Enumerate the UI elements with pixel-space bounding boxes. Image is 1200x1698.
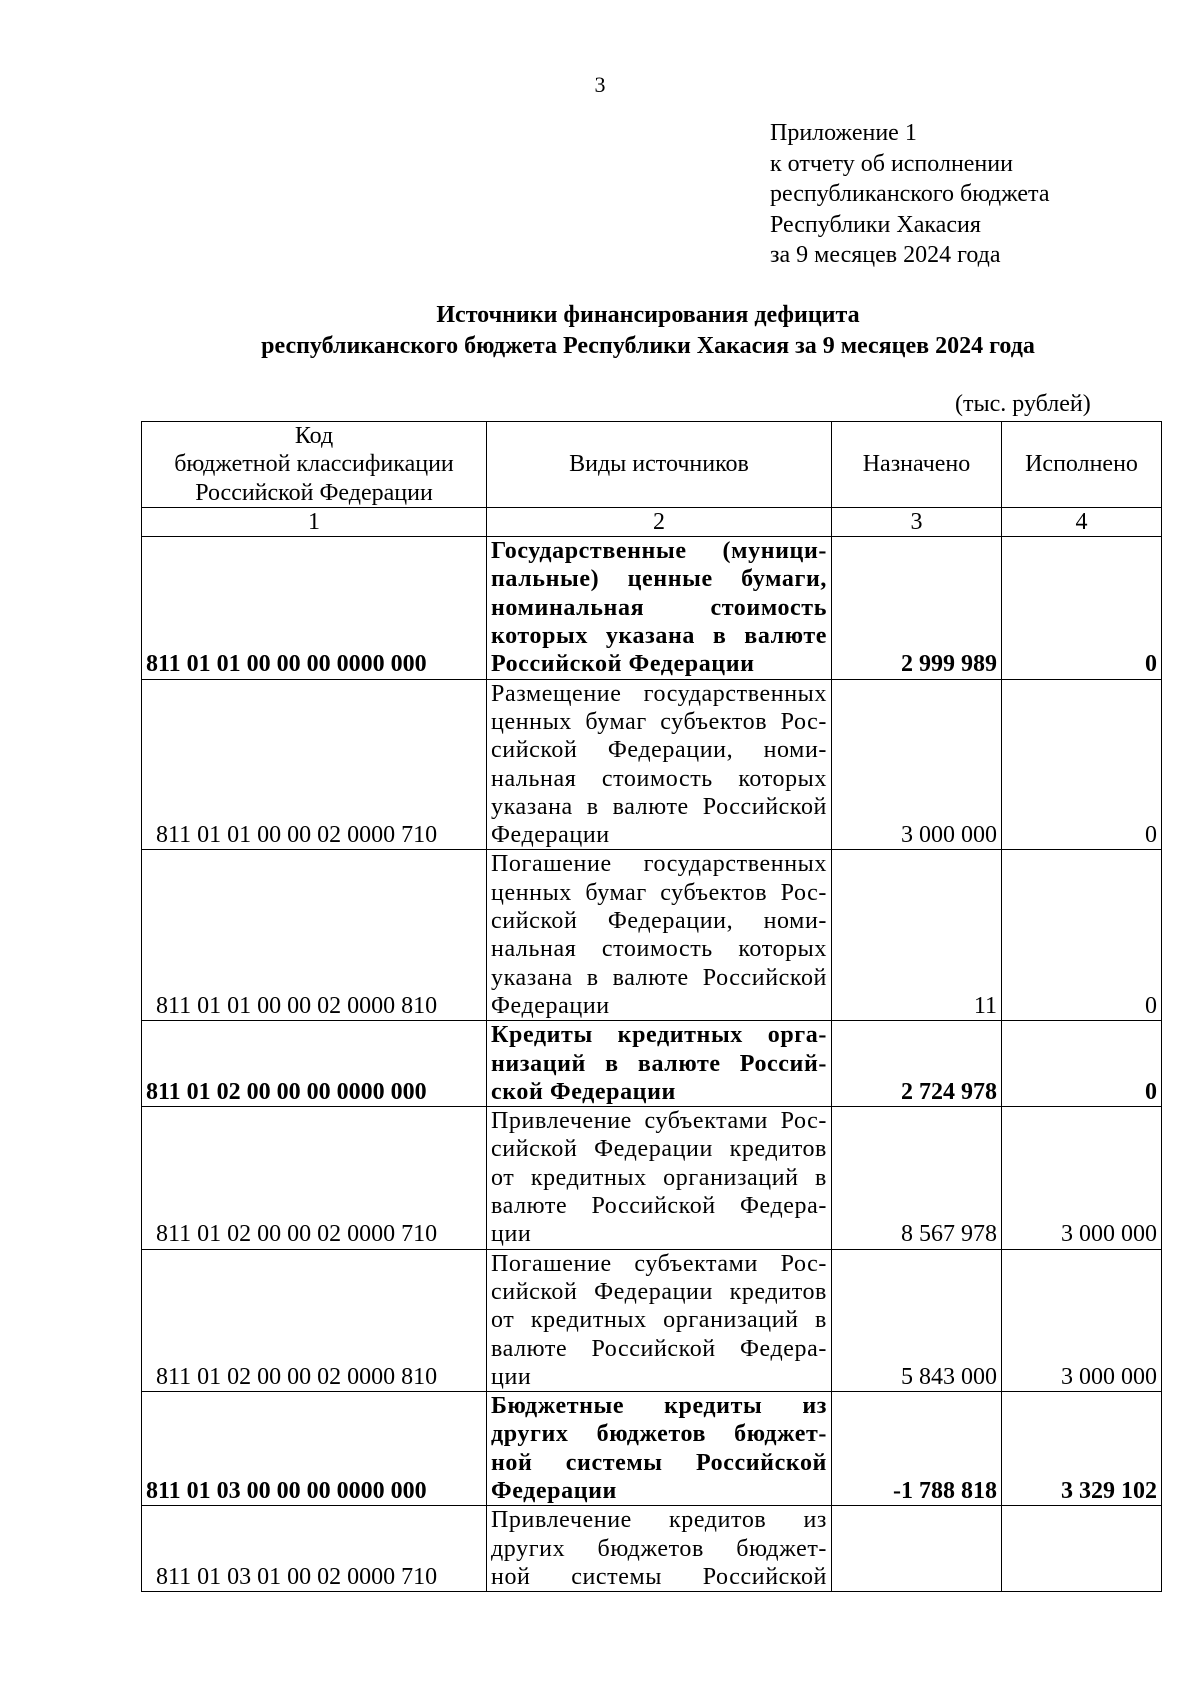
description-line: указана в валюте Российской xyxy=(491,793,827,820)
description-line: Привлечение субъектами Рос- xyxy=(491,1108,827,1135)
row-executed: 0 xyxy=(1002,850,1162,1021)
description-line: Погашение государственных xyxy=(491,851,827,878)
row-code: 811 01 02 00 00 02 0000 710 xyxy=(142,1107,487,1249)
description-line: сийской Федерации кредитов xyxy=(491,1278,827,1305)
units-label: (тыс. рублей) xyxy=(955,391,1091,417)
description-line: Кредиты кредитных орга- xyxy=(491,1022,827,1049)
row-assigned: 2 999 989 xyxy=(832,537,1002,679)
row-description xyxy=(487,679,832,850)
appendix-line: к отчету об исполнении xyxy=(770,150,1013,177)
row-assigned: -1 788 818 xyxy=(832,1392,1002,1506)
row-code: 811 01 01 00 00 02 0000 810 xyxy=(142,850,487,1021)
table-row xyxy=(142,1249,1162,1391)
description-line: ции xyxy=(491,1363,532,1390)
table-row xyxy=(142,679,1162,850)
description-line: нальная стоимость которых xyxy=(491,765,827,792)
row-description xyxy=(487,1392,832,1506)
row-description xyxy=(487,537,832,679)
row-description xyxy=(487,850,832,1021)
row-assigned: 3 000 000 xyxy=(832,679,1002,850)
title-line: республиканского бюджета Республики Хакасия за 9 месяцев 2024 года xyxy=(261,333,1035,359)
header-code-line: Код xyxy=(294,423,334,449)
table-row xyxy=(142,1506,1162,1592)
description-line: от кредитных организаций в xyxy=(491,1164,827,1191)
header-code-line: Российской Федерации xyxy=(195,479,433,506)
description-line: низаций в валюте Россий- xyxy=(491,1050,827,1077)
appendix-line: республиканского бюджета xyxy=(770,181,1050,207)
appendix-line: Приложение 1 xyxy=(770,120,917,146)
description-line: ции xyxy=(491,1221,532,1248)
row-description xyxy=(487,1021,832,1107)
row-description xyxy=(487,1107,832,1249)
appendix-note xyxy=(770,118,1049,271)
row-assigned: 8 567 978 xyxy=(832,1107,1002,1249)
row-description xyxy=(487,1506,832,1592)
description-line: которых указана в валюте xyxy=(491,623,827,650)
description-line: других бюджетов бюджет- xyxy=(491,1535,827,1562)
description-line: других бюджетов бюджет- xyxy=(491,1421,827,1448)
description-line: Бюджетные кредиты из xyxy=(491,1393,827,1420)
table-row xyxy=(142,1021,1162,1107)
page-number: 3 xyxy=(594,72,606,97)
row-executed: 0 xyxy=(1002,537,1162,679)
description-line: валюте Российской Федера- xyxy=(491,1335,827,1362)
row-description xyxy=(487,1249,832,1391)
column-number: 4 xyxy=(1002,507,1162,536)
title-line: Источники финансирования дефицита xyxy=(436,302,860,328)
row-executed: 3 000 000 xyxy=(1002,1107,1162,1249)
description-line: ской Федерации xyxy=(491,1078,676,1105)
row-code: 811 01 02 00 00 00 0000 000 xyxy=(142,1021,487,1107)
header-executed: Исполнено xyxy=(1002,422,1162,508)
table-body xyxy=(142,537,1162,1592)
row-code: 811 01 03 01 00 02 0000 710 xyxy=(142,1506,487,1592)
column-number-row xyxy=(142,507,1162,536)
description-line: Федерации xyxy=(491,992,610,1019)
description-line: Государственные (муници- xyxy=(491,538,827,565)
description-line: ценных бумаг субъектов Рос- xyxy=(491,708,827,735)
document-title xyxy=(0,300,1200,362)
table-row xyxy=(142,1107,1162,1249)
table-row xyxy=(142,537,1162,679)
row-code: 811 01 03 00 00 00 0000 000 xyxy=(142,1392,487,1506)
row-assigned: 2 724 978 xyxy=(832,1021,1002,1107)
appendix-line: Республики Хакасия xyxy=(770,211,981,238)
description-line: Федерации xyxy=(491,1477,617,1504)
row-executed: 3 329 102 xyxy=(1002,1392,1162,1506)
row-executed xyxy=(1002,1506,1162,1592)
row-assigned: 5 843 000 xyxy=(832,1249,1002,1391)
description-line: ной системы Российской xyxy=(491,1449,827,1476)
row-code: 811 01 01 00 00 02 0000 710 xyxy=(142,679,487,850)
description-line: ной системы Российской xyxy=(491,1563,827,1590)
description-line: от кредитных организаций в xyxy=(491,1307,827,1334)
row-executed: 3 000 000 xyxy=(1002,1249,1162,1391)
column-number: 2 xyxy=(487,507,832,536)
column-number: 3 xyxy=(832,507,1002,536)
description-line: нальная стоимость которых xyxy=(491,936,827,963)
description-line: пальные) ценные бумаги, xyxy=(491,566,827,593)
description-line: номинальная стоимость xyxy=(491,594,827,621)
row-code: 811 01 01 00 00 00 0000 000 xyxy=(142,537,487,679)
row-executed: 0 xyxy=(1002,679,1162,850)
row-assigned xyxy=(832,1506,1002,1592)
table-row xyxy=(142,850,1162,1021)
sources-table xyxy=(141,421,1162,1592)
table-row xyxy=(142,1392,1162,1506)
description-line: Погашение субъектами Рос- xyxy=(491,1250,827,1277)
description-line: Привлечение кредитов из xyxy=(491,1507,827,1534)
description-line: указана в валюте Российской xyxy=(491,964,827,991)
description-line: сийской Федерации кредитов xyxy=(491,1136,827,1163)
row-executed: 0 xyxy=(1002,1021,1162,1107)
description-line: Размещение государственных xyxy=(491,680,827,707)
description-line: Федерации xyxy=(491,822,610,849)
description-line: Российской Федерации xyxy=(491,651,755,678)
row-code: 811 01 02 00 00 02 0000 810 xyxy=(142,1249,487,1391)
header-source-type: Виды источников xyxy=(487,422,832,508)
header-assigned: Назначено xyxy=(832,422,1002,508)
row-assigned: 11 xyxy=(832,850,1002,1021)
appendix-line: за 9 месяцев 2024 года xyxy=(770,242,1001,268)
description-line: сийской Федерации, номи- xyxy=(491,908,827,935)
column-number: 1 xyxy=(142,507,487,536)
header-code xyxy=(142,422,487,508)
description-line: сийской Федерации, номи- xyxy=(491,737,827,764)
description-line: ценных бумаг субъектов Рос- xyxy=(491,879,827,906)
description-line: валюте Российской Федера- xyxy=(491,1193,827,1220)
header-code-line: бюджетной классификации xyxy=(174,451,454,478)
table-header-row xyxy=(142,422,1162,508)
